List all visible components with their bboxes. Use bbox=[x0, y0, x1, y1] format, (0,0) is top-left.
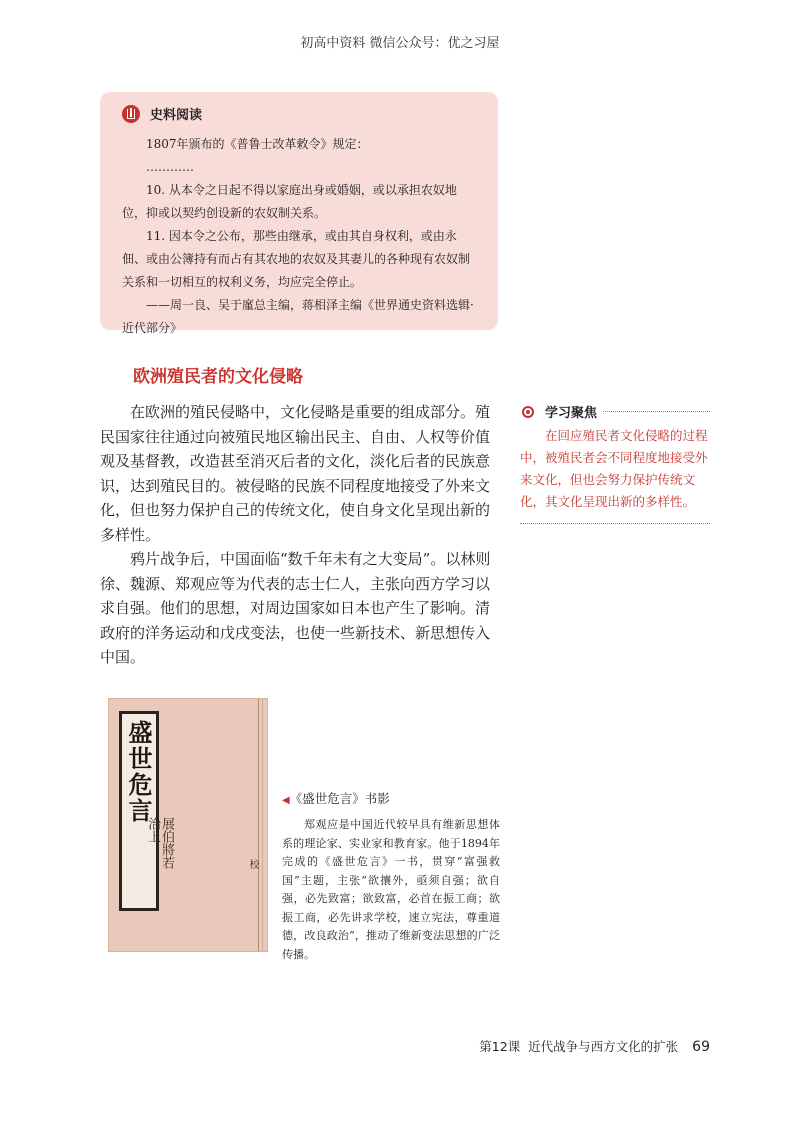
source-line: 1807年颁布的《普鲁士改革敕令》规定： bbox=[146, 137, 369, 151]
source-reading-text bbox=[122, 133, 480, 340]
caption-title bbox=[282, 790, 500, 810]
dotted-divider bbox=[520, 523, 710, 524]
source-reading-box bbox=[100, 92, 498, 335]
main-text bbox=[100, 400, 500, 670]
arrow-left-icon: ◀ bbox=[282, 795, 290, 806]
book-binding-line bbox=[262, 699, 263, 951]
page-header: 初高中资料 微信公众号：优之习屋 bbox=[300, 36, 500, 51]
paragraph: 在欧洲的殖民侵略中，文化侵略是重要的组成部分。殖民国家往往通过向被殖民地区输出民主、自由、人权等价值观及基督教，改造甚至消灭后者的文化，淡化后者的民族意识，达到殖民目的。被侵略的民族不同程度地接受了外来文化，但也努力保护自己的传统文化，使自身文化呈现出新的多样性。 bbox=[100, 403, 491, 544]
caption-text: 郑观应是中国近代较早具有维新思想体系的理论家、实业家和教育家。他于1894年完成的《盛世危言》一书，贯穿“富强救国”主题，主张“欲攘外，亟须自强；欲自强，必先致富；欲致富，必首在振工商；欲振工商，必先讲求学校，速立宪法，尊重道德，改良政治”，推动了维新变法思想的广泛传播。 bbox=[282, 818, 500, 961]
page-footer bbox=[479, 1037, 710, 1055]
page-number: 69 bbox=[692, 1039, 710, 1055]
book-cover-image bbox=[108, 698, 268, 952]
source-line: ………… bbox=[146, 160, 194, 174]
target-icon bbox=[520, 404, 536, 420]
book-icon bbox=[122, 105, 140, 123]
book-mark: 校 bbox=[247, 859, 258, 869]
lesson-title: 近代战争与西方文化的扩张 bbox=[528, 1039, 679, 1054]
image-caption bbox=[282, 790, 500, 964]
learning-focus-title: 学习聚焦 bbox=[545, 406, 598, 421]
caption-title-text: 《盛世危言》书影 bbox=[289, 791, 390, 806]
learning-focus-note bbox=[520, 402, 710, 524]
book-binding-line bbox=[258, 699, 259, 951]
source-citation: ——周一良、吴于廑总主编，蒋相泽主编《世界通史资料选辑·近代部分》 bbox=[122, 298, 474, 335]
source-line: 10. 从本令之日起不得以家庭出身或婚姻，或以承担农奴地位，抑或以契约创设新的农奴制关系。 bbox=[122, 183, 457, 220]
book-title-label bbox=[119, 711, 159, 911]
dotted-divider bbox=[603, 411, 710, 412]
source-reading-title: 史料阅读 bbox=[150, 108, 203, 123]
source-line: 11. 因本令之公布，那些由继承，或由其自身权利，或由永佃、或由公簿持有而占有其农地的农奴及其妻儿的各种现有农奴制关系和一切相互的权利义务，均应完全停止。 bbox=[122, 229, 471, 289]
section-title: 欧洲殖民者的文化侵略 bbox=[133, 367, 303, 387]
book-title: 盛世危言 bbox=[124, 720, 153, 824]
source-reading-header bbox=[122, 104, 480, 123]
paragraph: 鸦片战争后，中国面临“数千年未有之大变局”。以林则徐、魏源、郑观应等为代表的志士仁人，主张向西方学习以求自强。他们的思想，对周边国家如日本也产生了影响。清政府的洋务运动和戊戌变法，也使一些新技术、新思想传入中国。 bbox=[100, 550, 491, 666]
book-subtitle: 展伯將若治上 bbox=[145, 817, 174, 869]
learning-focus-header bbox=[520, 402, 710, 421]
learning-focus-text: 在回应殖民者文化侵略的过程中，被殖民者会不同程度地接受外来文化，但也会努力保护传统文化，其文化呈现出新的多样性。 bbox=[520, 428, 708, 509]
lesson-number: 第12课 bbox=[479, 1039, 521, 1054]
